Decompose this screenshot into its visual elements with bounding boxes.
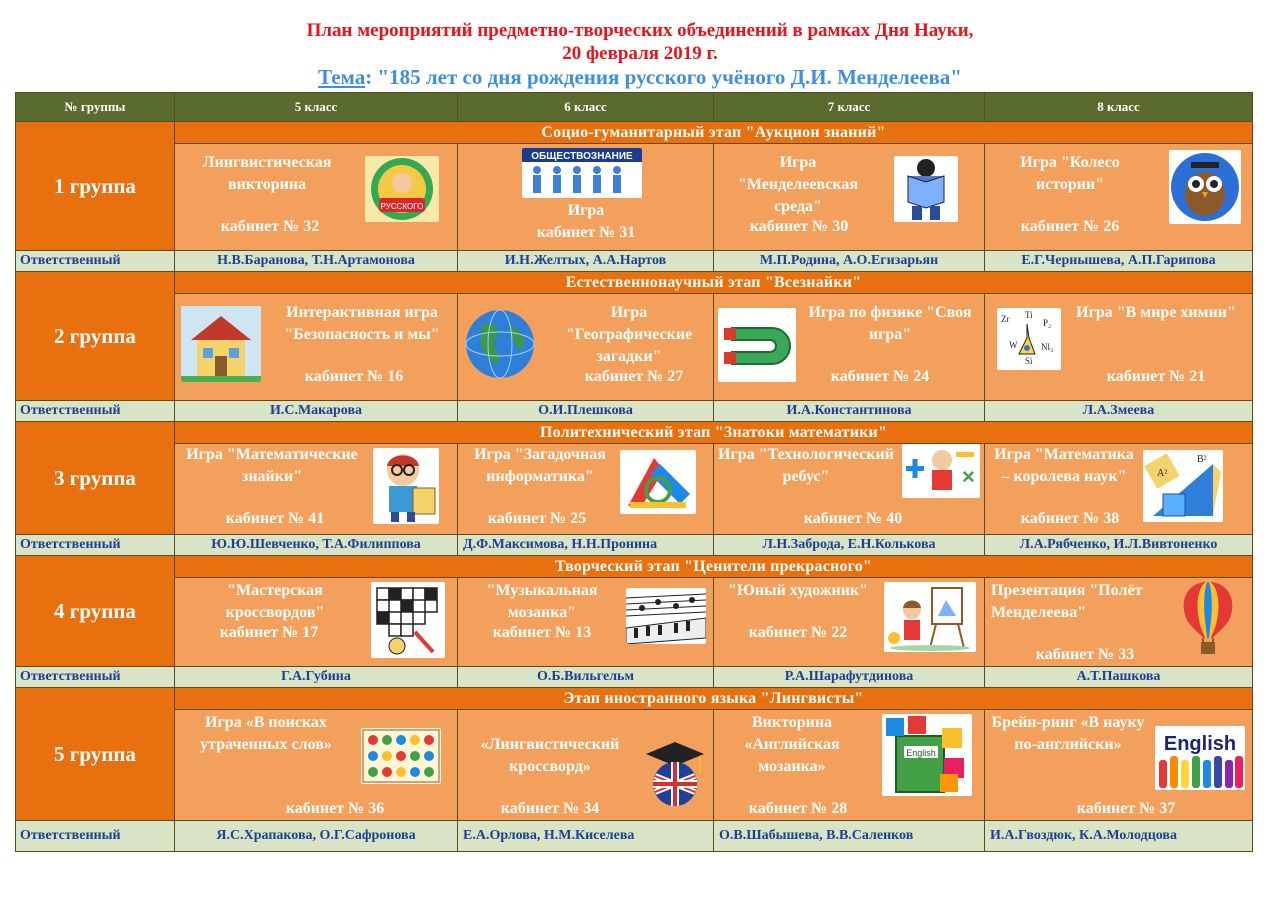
group-4-activities-row <box>16 578 1253 667</box>
responsible-cell: Я.С.Храпакова, О.Г.Сафронова <box>175 821 458 852</box>
activity-cell <box>458 710 714 821</box>
header-group-number: № группы <box>16 93 175 122</box>
group-2-stage-row <box>16 272 1253 294</box>
activity-title: Игра по физике "Своя игра" <box>808 304 972 343</box>
table-header-row <box>16 93 1253 122</box>
title-line-1: План мероприятий предметно-творческих объединений в рамках Дня Науки, <box>306 20 974 41</box>
responsible-cell: Г.А.Губина <box>175 667 458 688</box>
activity-cell <box>175 710 458 821</box>
activity-cell <box>714 710 985 821</box>
responsible-cell: Д.Ф.Максимова, Н.Н.Пронина <box>458 535 714 556</box>
header-grade-5: 5 класс <box>175 93 458 122</box>
group-2-activities-row <box>16 294 1253 401</box>
group-4-stage-row <box>16 556 1253 578</box>
activity-cell <box>985 144 1253 251</box>
activity-cell <box>175 578 458 667</box>
responsible-cell: О.Б.Вильгельм <box>458 667 714 688</box>
theme-colon: : <box>365 65 373 89</box>
activity-title: Игра «В поисках утраченных слов» <box>200 714 332 753</box>
activity-room: кабинет № 33 <box>1035 646 1135 663</box>
svg-text:Si: Si <box>1025 356 1033 366</box>
group-2-responsible-row <box>16 401 1253 422</box>
activity-room: кабинет № 31 <box>536 224 636 241</box>
chemistry-icon <box>997 308 1061 370</box>
activity-title: "Юный художник" <box>727 582 869 599</box>
group-5-responsible-row <box>16 821 1253 852</box>
activity-cell <box>985 294 1253 401</box>
responsible-label: Ответственный <box>16 251 175 272</box>
uk-grad-cap-icon <box>642 738 708 808</box>
svg-text:РУССКОГО: РУССКОГО <box>380 202 424 211</box>
activity-cell <box>458 144 714 251</box>
group-3-stage-row <box>16 422 1253 444</box>
responsible-cell: И.С.Макарова <box>175 401 458 422</box>
responsible-cell: Л.А.Рябченко, И.Л.Вивтоненко <box>985 535 1253 556</box>
activity-title: Игра "В мире химии" <box>1076 304 1236 321</box>
header-grade-8: 8 класс <box>985 93 1253 122</box>
header-grade-7: 7 класс <box>714 93 985 122</box>
activity-cell <box>714 444 985 535</box>
group-1-stage-row <box>16 122 1253 144</box>
svg-text:English: English <box>1163 733 1237 755</box>
responsible-cell: И.А.Гвоздюк, К.А.Молодцова <box>985 821 1253 852</box>
safety-house-icon <box>181 306 261 382</box>
group-1-label: 1 группа <box>16 122 175 251</box>
responsible-cell: А.Т.Пашкова <box>985 667 1253 688</box>
responsible-label: Ответственный <box>16 667 175 688</box>
activity-cell <box>175 144 458 251</box>
owl-icon <box>1169 150 1241 224</box>
group-5-stage: Этап иностранного языка "Лингвисты" <box>175 688 1253 710</box>
group-3-responsible-row <box>16 535 1253 556</box>
responsible-cell: Л.А.Змеева <box>985 401 1253 422</box>
music-notes-icon <box>626 588 706 644</box>
activity-room: кабинет № 34 <box>500 800 600 817</box>
responsible-label: Ответственный <box>16 401 175 422</box>
responsible-cell: М.П.Родина, А.О.Егизарьян <box>714 251 985 272</box>
activity-room: кабинет № 13 <box>492 624 592 641</box>
responsible-cell: О.И.Плешкова <box>458 401 714 422</box>
activity-room: кабинет № 21 <box>1106 368 1206 385</box>
responsible-cell: Е.А.Орлова, Н.М.Киселева <box>458 821 714 852</box>
svg-text:×: × <box>962 464 975 489</box>
group-2-stage: Естественнонаучный этап "Всезнайки" <box>175 272 1253 294</box>
activity-room: кабинет № 40 <box>803 510 903 527</box>
responsible-label: Ответственный <box>16 821 175 852</box>
group-1-stage: Социо-гуманитарный этап "Аукцион знаний" <box>175 122 1253 144</box>
activity-room: кабинет № 25 <box>487 510 587 527</box>
svg-text:A²: A² <box>1157 468 1168 479</box>
activity-cell <box>458 444 714 535</box>
activity-room: кабинет № 26 <box>1020 218 1120 235</box>
svg-text:ОБЩЕСТВОЗНАНИЕ: ОБЩЕСТВОЗНАНИЕ <box>531 151 633 162</box>
activity-cell <box>458 578 714 667</box>
russian-language-icon <box>365 156 439 222</box>
group-3-label: 3 группа <box>16 422 175 535</box>
young-artist-icon <box>884 582 976 652</box>
activity-cell <box>175 444 458 535</box>
activity-room: кабинет № 36 <box>285 800 385 817</box>
activity-title: Игра "Географические загадки" <box>565 304 693 365</box>
globe-icon <box>462 306 538 382</box>
header-grade-6: 6 класс <box>458 93 714 122</box>
activity-title: "Музыкальная мозаика" <box>486 582 598 621</box>
activity-title: Презентация "Полёт Менделеева" <box>991 582 1143 621</box>
responsible-label: Ответственный <box>16 535 175 556</box>
svg-text:Ti: Ti <box>1025 310 1033 320</box>
group-4-label: 4 группа <box>16 556 175 667</box>
activity-title: Игра "Колесо истории" <box>1020 154 1120 193</box>
activity-title: Брейн-ринг «В науку по-английски» <box>991 714 1145 753</box>
activity-title: Игра "Технологический ребус" <box>718 446 894 485</box>
activity-room: кабинет № 27 <box>584 368 684 385</box>
activity-title: Интерактивная игра "Безопасность и мы" <box>284 304 440 343</box>
activity-cell <box>985 710 1253 821</box>
svg-text:Zr: Zr <box>1001 314 1010 324</box>
activity-title: Игра <box>567 202 605 219</box>
responsible-cell: Н.В.Баранова, Т.Н.Артамонова <box>175 251 458 272</box>
theme-label: Тема <box>318 65 366 89</box>
social-studies-icon <box>522 148 642 198</box>
activity-room: кабинет № 41 <box>225 510 325 527</box>
group-2-label: 2 группа <box>16 272 175 401</box>
responsible-cell: О.В.Шабышева, В.В.Саленков <box>714 821 985 852</box>
crossword-icon <box>371 582 445 658</box>
math-kid-icon <box>373 448 439 524</box>
group-1-responsible-row <box>16 251 1253 272</box>
activity-title: Викторина «Английская мозаика» <box>744 714 840 775</box>
reading-man-icon <box>894 156 958 222</box>
pythagoras-icon <box>1143 450 1223 522</box>
title-date: 20 февраля 2019 г. <box>562 43 718 64</box>
english-hands-icon <box>1155 726 1245 790</box>
activity-room: кабинет № 38 <box>1020 510 1120 527</box>
group-5-activities-row <box>16 710 1253 821</box>
activity-room: кабинет № 17 <box>219 624 319 641</box>
theme-line <box>0 66 1280 88</box>
activity-cell <box>985 444 1253 535</box>
group-5-label: 5 группа <box>16 688 175 821</box>
svg-text:P₂: P₂ <box>1043 318 1052 328</box>
svg-text:W: W <box>1009 340 1018 350</box>
responsible-cell: И.Н.Желтых, А.А.Нартов <box>458 251 714 272</box>
activity-title: Игра "Математические знайки" <box>186 446 358 485</box>
activity-title: «Лингвистический кроссворд» <box>480 736 620 775</box>
group-5-stage-row <box>16 688 1253 710</box>
activity-cell <box>985 578 1253 667</box>
activity-room: кабинет № 32 <box>220 218 320 235</box>
activity-room: кабинет № 24 <box>830 368 930 385</box>
group-4-stage: Творческий этап "Ценители прекрасного" <box>175 556 1253 578</box>
activity-title: Лингвистическая викторина <box>202 154 332 193</box>
activity-room: кабинет № 16 <box>304 368 404 385</box>
activity-title: Игра "Загадочная информатика" <box>474 446 606 485</box>
activity-title: Игра "Менделеевская среда" <box>737 154 859 215</box>
group-3-activities-row <box>16 444 1253 535</box>
svg-text:English: English <box>906 748 936 758</box>
responsible-cell: И.А.Константинова <box>714 401 985 422</box>
responsible-cell: Ю.Ю.Шевченко, Т.А.Филиппова <box>175 535 458 556</box>
group-1-activities-row <box>16 144 1253 251</box>
group-3-stage: Политехнический этап "Знатоки математики" <box>175 422 1253 444</box>
activity-room: кабинет № 22 <box>748 624 848 641</box>
math-signs-icon <box>902 444 980 498</box>
responsible-cell: Л.Н.Заброда, Е.Н.Колькова <box>714 535 985 556</box>
svg-text:B²: B² <box>1197 454 1207 465</box>
english-book-icon <box>882 714 972 796</box>
word-search-icon <box>361 728 441 784</box>
svg-text:Nl₃: Nl₃ <box>1041 342 1054 352</box>
responsible-cell: Е.Г.Чернышева, А.П.Гарипова <box>985 251 1253 272</box>
activity-cell <box>175 294 458 401</box>
geometry-tools-icon <box>620 450 696 514</box>
activity-cell <box>714 294 985 401</box>
activity-room: кабинет № 30 <box>749 218 849 235</box>
responsible-cell: Р.А.Шарафутдинова <box>714 667 985 688</box>
activity-room: кабинет № 37 <box>1076 800 1176 817</box>
activity-cell <box>714 578 985 667</box>
activity-title: "Мастерская кроссвордов" <box>225 582 325 621</box>
magnet-icon <box>718 308 796 382</box>
activity-cell <box>714 144 985 251</box>
activity-cell <box>458 294 714 401</box>
theme-text: "185 лет со дня рождения русского учёного Д.И. Менделеева" <box>372 65 962 89</box>
activity-room: кабинет № 28 <box>748 800 848 817</box>
group-4-responsible-row <box>16 667 1253 688</box>
hot-air-balloon-icon <box>1179 580 1237 658</box>
activity-title: Игра "Математика – королева наук" <box>994 446 1134 485</box>
events-table <box>15 92 1253 852</box>
